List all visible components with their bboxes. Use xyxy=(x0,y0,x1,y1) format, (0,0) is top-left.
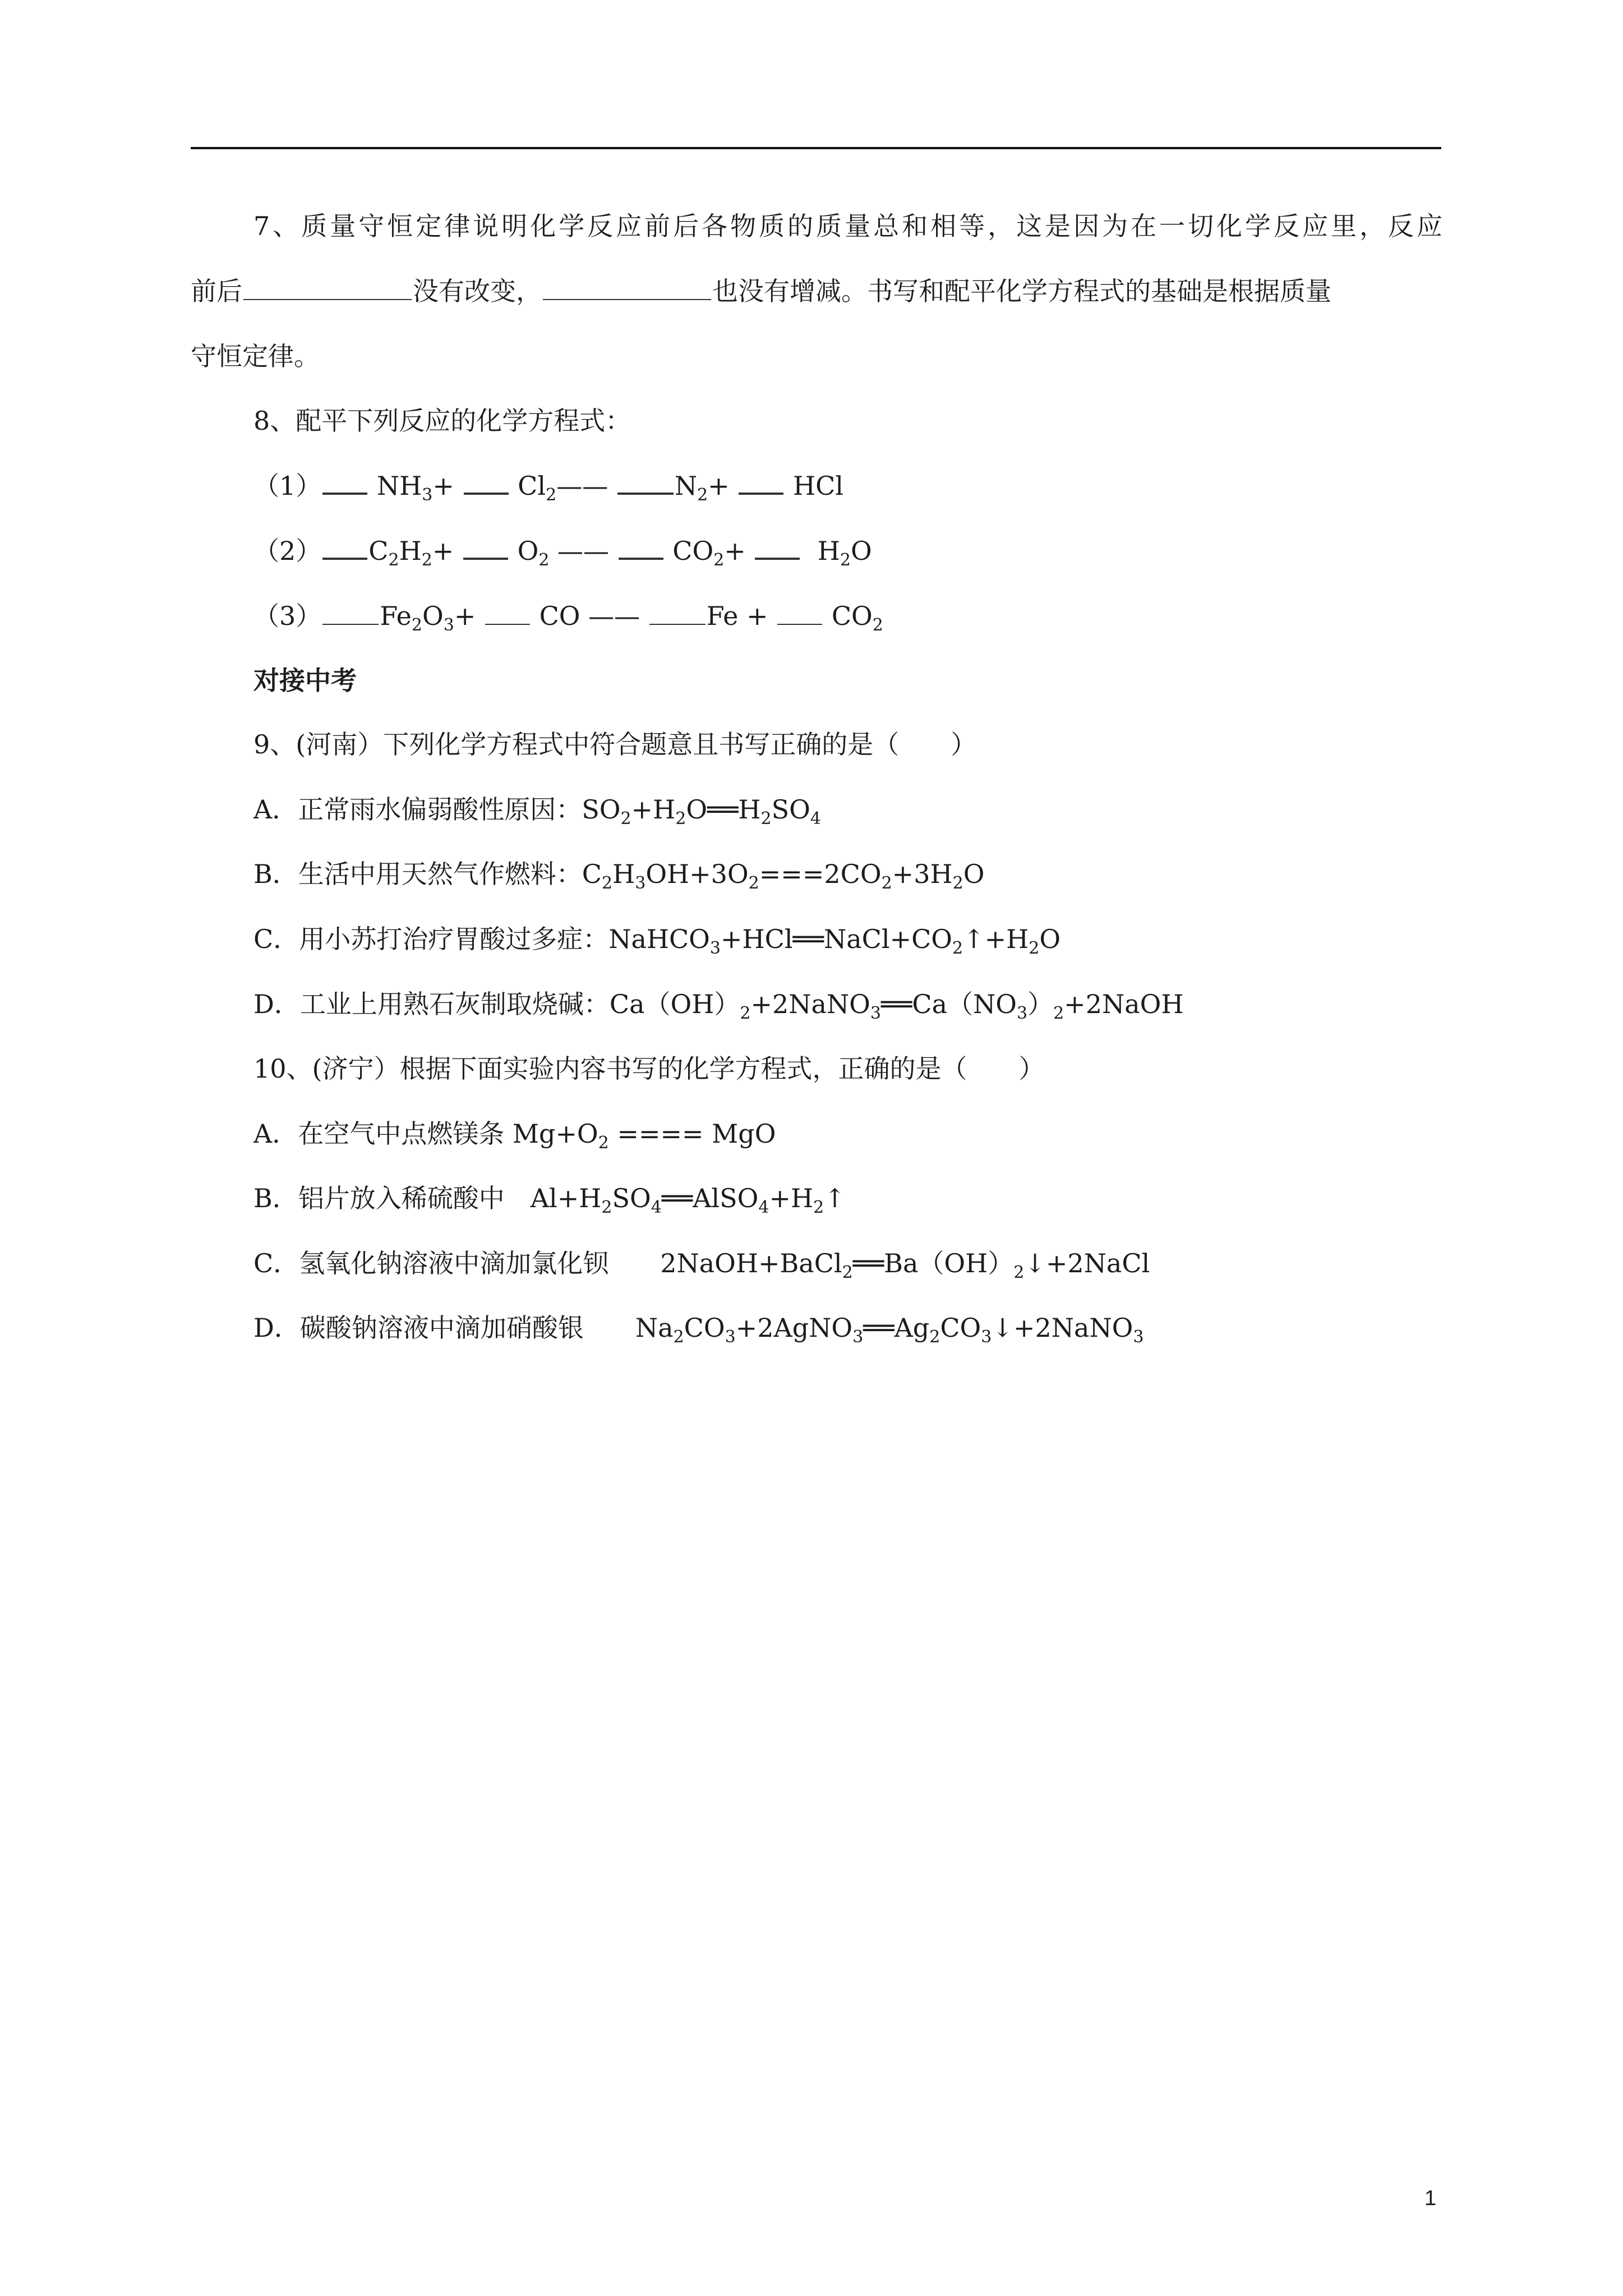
coef-blank[interactable] xyxy=(649,622,706,625)
section-heading: 对接中考 xyxy=(253,665,357,696)
q10-option-c[interactable]: C．氢氧化钠溶液中滴加氯化钡 $2NaOH+BaCl_2══Ba(OH)_2↓+2NaCl$ xyxy=(253,1248,1150,1282)
coef-blank[interactable] xyxy=(777,622,822,625)
q7-line1: 7、质量守恒定律说明化学反应前后各物质的质量总和相等，这是因为在一切化学反应里，反应 xyxy=(253,211,1442,241)
answer-blank-1[interactable] xyxy=(243,297,412,300)
q9-option-c[interactable]: C．用小苏打治疗胃酸过多症：$NaHCO_3+HCl══NaCl+CO_2↑+H_2O$ xyxy=(253,924,1061,958)
q10-option-d[interactable]: D．碳酸钠溶液中滴加硝酸银 $Na_2CO_3+2AgNO_3══Ag_2CO_3↓+2NaNO_3$ xyxy=(253,1313,1144,1347)
coef-blank[interactable] xyxy=(739,490,783,495)
header-rule xyxy=(191,147,1441,149)
coef-blank[interactable] xyxy=(464,490,509,495)
coef-blank[interactable] xyxy=(322,490,367,495)
q9-stem: 9、(河南）下列化学方程式中符合题意且书写正确的是（ ） xyxy=(253,729,977,760)
coef-blank[interactable] xyxy=(755,555,800,560)
coef-blank[interactable] xyxy=(322,622,379,625)
q10-option-b[interactable]: B．铝片放入稀硫酸中 $Al+H_2SO_4══AlSO_4+H_2↑$ xyxy=(253,1183,846,1217)
q10-option-a[interactable]: A．在空气中点燃镁条 $Mg+O_2$ ==== MgO xyxy=(253,1119,776,1153)
q10-stem: 10、(济宁）根据下面实验内容书写的化学方程式，正确的是（ ） xyxy=(253,1053,1045,1084)
q9-option-d[interactable]: D．工业上用熟石灰制取烧碱：$Ca(OH)_2+2NaNO_3══Ca(NO_3)_2+2NaOH$ xyxy=(253,989,1184,1023)
coef-blank[interactable] xyxy=(619,555,663,560)
q8-equation-1: （1） $NH_3+$ $Cl_2——$ $N_2+$ HCl xyxy=(253,471,843,505)
q8-equation-2: （2） $C_2H_2+ O_2$ —— $CO_2+$ $H_2O$ xyxy=(253,536,872,570)
page-number: 1 xyxy=(1424,2187,1437,2210)
q9-option-a[interactable]: A．正常雨水偏弱酸性原因：$SO_2+H_2O══H_2SO_4$ xyxy=(253,794,821,829)
q8-title: 8、配平下列反应的化学方程式： xyxy=(253,406,631,436)
q7-line2: 前后 没有改变， 也没有增减。书写和配平化学方程式的基础是根据质量 xyxy=(191,276,1331,306)
coef-blank[interactable] xyxy=(485,622,530,625)
coef-blank[interactable] xyxy=(463,555,508,560)
coef-blank[interactable] xyxy=(617,490,674,495)
answer-blank-2[interactable] xyxy=(543,297,711,300)
coef-blank[interactable] xyxy=(322,555,367,560)
q9-option-b[interactable]: B．生活中用天然气作燃料：$C_2H_3OH+3O_2===2CO_2+3H_2O$ xyxy=(253,859,985,893)
q8-equation-3: （3） $Fe_2O_3+$ CO —— $Fe + CO_2$ xyxy=(253,601,883,635)
q7-line3: 守恒定律。 xyxy=(191,341,320,371)
